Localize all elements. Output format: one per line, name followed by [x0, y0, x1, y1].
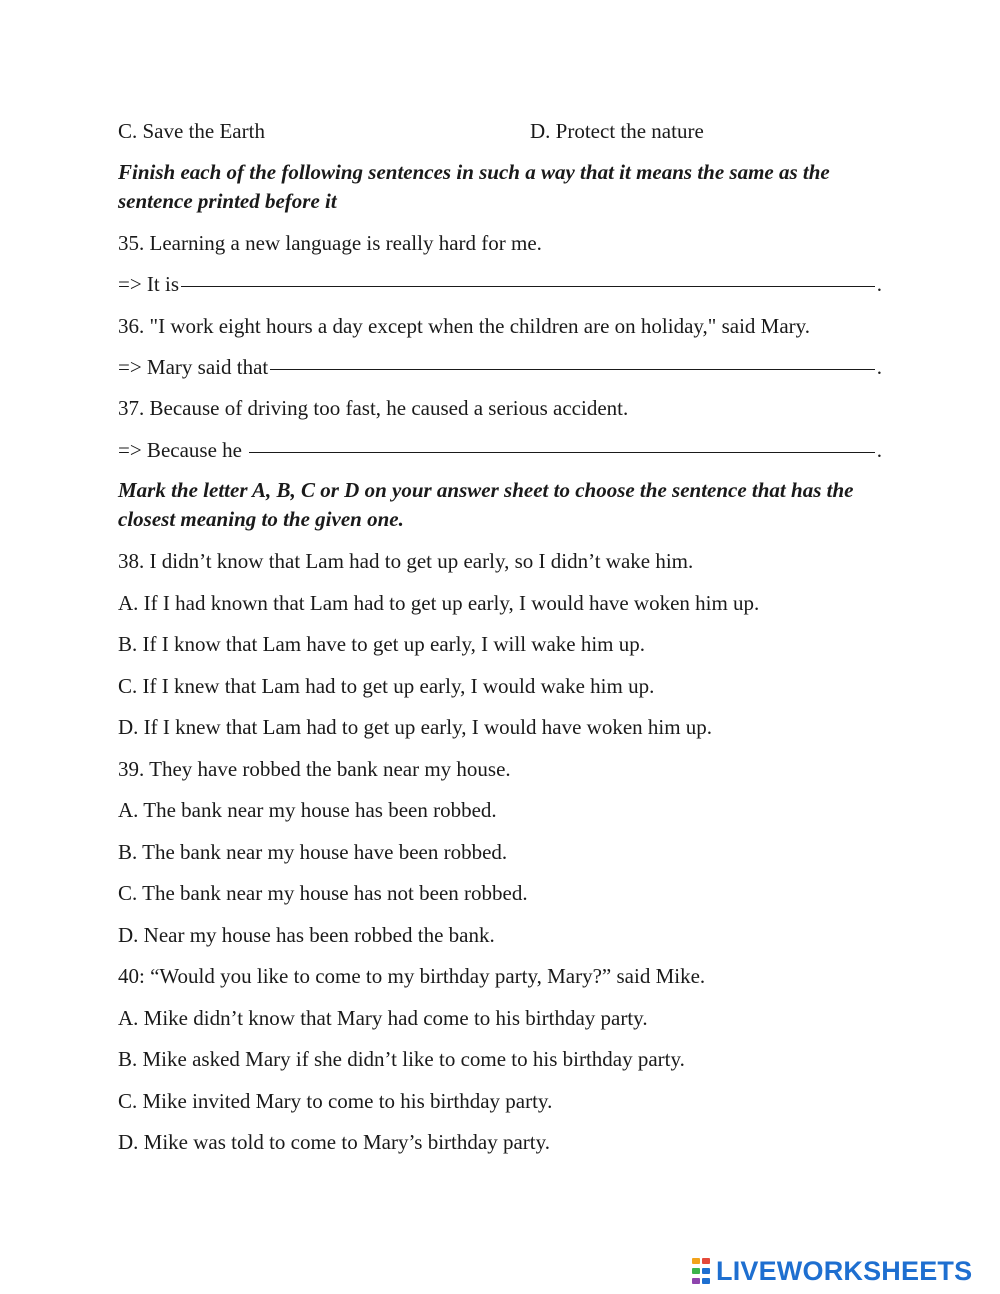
q39-option-d[interactable]: D. Near my house has been robbed the bank. [118, 923, 495, 947]
q39-option-b[interactable]: B. The bank near my house have been robbed. [118, 840, 508, 864]
answer-row-36 [118, 355, 882, 379]
answer-blank[interactable] [181, 286, 875, 287]
q40-option-c[interactable]: C. Mike invited Mary to come to his birthday party. [118, 1089, 553, 1113]
q38-option-d[interactable]: D. If I knew that Lam had to get up early, I would have woken him up. [118, 715, 713, 739]
rewrite-instruction: Finish each of the following sentences in such a way that it means the same as the sentence printed before it [118, 160, 830, 213]
q38-option-b[interactable]: B. If I know that Lam have to get up early, I will wake him up. [118, 632, 645, 656]
q38-option-c[interactable]: C. If I knew that Lam had to get up early, I would wake him up. [118, 674, 655, 698]
q40-option-d[interactable]: D. Mike was told to come to Mary’s birthday party. [118, 1130, 550, 1154]
q34-options-row [118, 119, 704, 143]
answer-row-35 [118, 272, 882, 296]
question-40: 40: “Would you like to come to my birthday party, Mary?” said Mike. [118, 964, 706, 988]
answer-lead: => Mary said that [118, 355, 269, 379]
liveworksheets-logo-icon [692, 1258, 712, 1284]
answer-blank[interactable] [249, 452, 875, 453]
answer-lead: => It is [118, 272, 180, 296]
choice-instruction: Mark the letter A, B, C or D on your answer sheet to choose the sentence that has the closest meaning to the given one. [118, 478, 854, 531]
answer-row-37 [118, 438, 882, 462]
answer-blank[interactable] [270, 369, 875, 370]
answer-end: . [876, 355, 882, 379]
question-38: 38. I didn’t know that Lam had to get up early, so I didn’t wake him. [118, 549, 694, 573]
option-c[interactable]: C. Save the Earth [118, 119, 265, 143]
liveworksheets-logo[interactable] [692, 1256, 972, 1286]
answer-end: . [876, 272, 882, 296]
option-d[interactable]: D. Protect the nature [530, 119, 704, 143]
answer-lead: => Because he [118, 438, 248, 462]
question-37: 37. Because of driving too fast, he caused a serious accident. [118, 396, 629, 420]
answer-end: . [876, 438, 882, 462]
question-39: 39. They have robbed the bank near my house. [118, 757, 511, 781]
q39-option-a[interactable]: A. The bank near my house has been robbed. [118, 798, 497, 822]
q39-option-c[interactable]: C. The bank near my house has not been robbed. [118, 881, 528, 905]
question-36: 36. "I work eight hours a day except when the children are on holiday," said Mary. [118, 314, 811, 338]
q40-option-b[interactable]: B. Mike asked Mary if she didn’t like to come to his birthday party. [118, 1047, 685, 1071]
logo-text: LIVEWORKSHEETS [716, 1256, 973, 1286]
q40-option-a[interactable]: A. Mike didn’t know that Mary had come to his birthday party. [118, 1006, 648, 1030]
question-35: 35. Learning a new language is really hard for me. [118, 231, 542, 255]
q38-option-a[interactable]: A. If I had known that Lam had to get up early, I would have woken him up. [118, 591, 760, 615]
